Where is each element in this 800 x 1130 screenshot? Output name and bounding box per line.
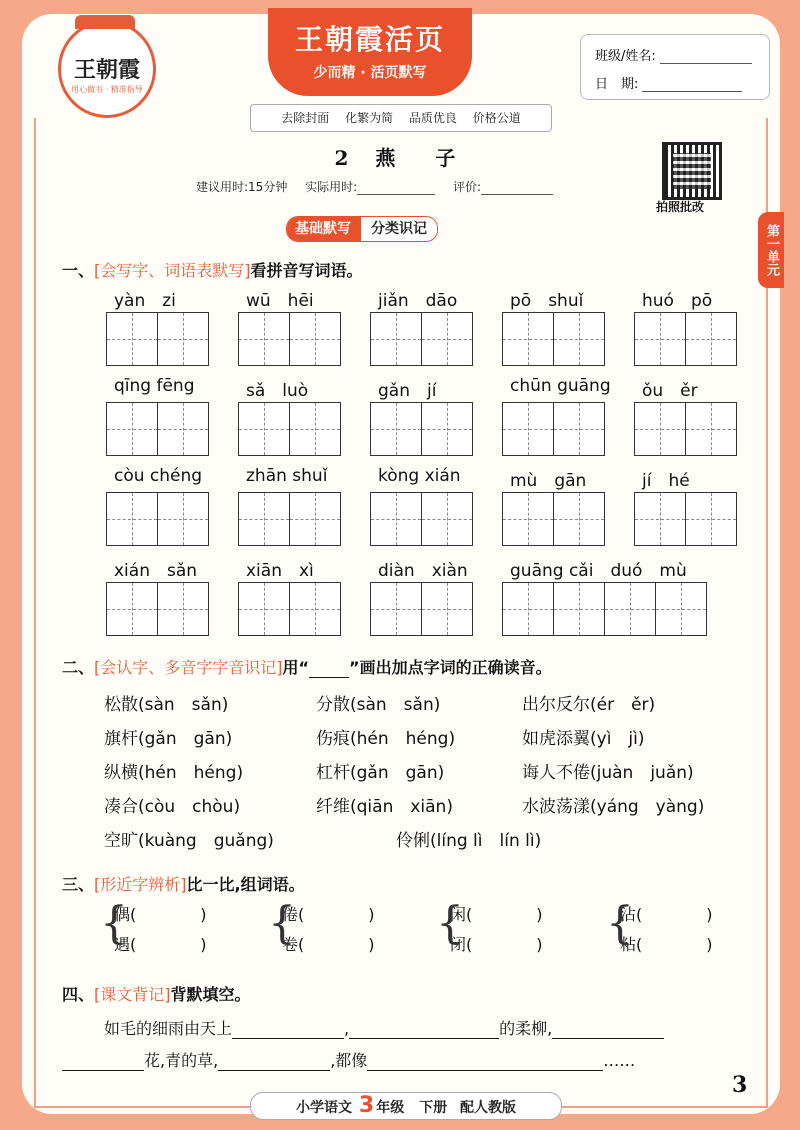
pinyin-prompt: ǒu ěr bbox=[642, 381, 698, 401]
writing-cell[interactable] bbox=[371, 313, 422, 365]
footer-grade-suffix: 年级 bbox=[376, 1100, 405, 1116]
pronunciation-item[interactable]: 纵横(hén héng) bbox=[104, 763, 244, 783]
page-number: 3 bbox=[732, 1072, 748, 1098]
recite-line-1 bbox=[104, 1016, 664, 1039]
recite-text: 如毛的细雨由天上 bbox=[104, 1019, 233, 1038]
publisher-logo bbox=[58, 20, 156, 118]
writing-grid bbox=[370, 492, 473, 546]
compare-pair bbox=[268, 898, 375, 960]
writing-grid bbox=[370, 312, 473, 366]
pronunciation-item[interactable]: 如虎添翼(yì jì) bbox=[522, 729, 645, 749]
actual-time-field[interactable] bbox=[357, 181, 435, 195]
recite-blank[interactable] bbox=[62, 1054, 144, 1071]
question-instruction: 比一比,组词语。 bbox=[186, 875, 305, 894]
date-field[interactable] bbox=[642, 77, 742, 92]
pinyin-prompt: wū hēi bbox=[246, 291, 314, 311]
compare-pair bbox=[436, 898, 543, 960]
writing-grid bbox=[370, 402, 473, 456]
writing-cell[interactable] bbox=[371, 583, 422, 635]
writing-cell[interactable] bbox=[635, 493, 686, 545]
compare-word[interactable]: 粘( ) bbox=[620, 935, 713, 954]
pinyin-prompt: xiān xì bbox=[246, 561, 314, 581]
slogan: 去除封面 bbox=[281, 111, 330, 125]
unit-tab: 第一单元 bbox=[758, 212, 784, 288]
actual-time-label: 实际用时: bbox=[305, 180, 358, 194]
pronunciation-item[interactable]: 凑合(còu chòu) bbox=[104, 797, 241, 817]
writing-cell[interactable] bbox=[605, 583, 656, 635]
pinyin-prompt: jí hé bbox=[642, 471, 690, 491]
recite-blank[interactable] bbox=[552, 1022, 664, 1039]
writing-grid bbox=[370, 582, 473, 636]
writing-cell[interactable] bbox=[371, 493, 422, 545]
compare-word[interactable]: 卷( ) bbox=[282, 935, 375, 954]
question-3-heading bbox=[62, 872, 305, 895]
brace-icon: { bbox=[268, 898, 296, 949]
writing-cell[interactable] bbox=[686, 493, 736, 545]
pronunciation-item[interactable]: 纤维(qiān xiān) bbox=[316, 797, 453, 817]
writing-grid bbox=[502, 402, 605, 456]
writing-cell[interactable] bbox=[635, 403, 686, 455]
writing-grid bbox=[238, 492, 341, 546]
brace-icon: { bbox=[100, 898, 128, 949]
writing-grid bbox=[634, 402, 737, 456]
crown-icon bbox=[75, 15, 135, 29]
section-badge-primary: 基础默写 bbox=[287, 217, 361, 241]
writing-cell[interactable] bbox=[503, 313, 554, 365]
pronunciation-item[interactable]: 空旷(kuàng guǎng) bbox=[104, 831, 274, 851]
writing-cell[interactable] bbox=[422, 583, 472, 635]
writing-cell[interactable] bbox=[239, 583, 290, 635]
recite-blank[interactable] bbox=[349, 1022, 499, 1039]
logo-tagline: 用心做书 · 精准指导 bbox=[71, 85, 143, 94]
writing-cell[interactable] bbox=[239, 313, 290, 365]
class-name-label: 班级/姓名: bbox=[595, 49, 656, 64]
writing-cell[interactable] bbox=[107, 313, 158, 365]
class-name-row bbox=[595, 45, 752, 64]
writing-cell[interactable] bbox=[554, 583, 605, 635]
compare-word[interactable]: 沾( ) bbox=[620, 905, 713, 924]
writing-cell[interactable] bbox=[239, 403, 290, 455]
pinyin-prompt: gǎn jí bbox=[378, 381, 437, 401]
writing-cell[interactable] bbox=[686, 313, 736, 365]
writing-cell[interactable] bbox=[686, 403, 736, 455]
pronunciation-item[interactable]: 伤痕(hén héng) bbox=[316, 729, 456, 749]
pinyin-prompt: diàn xiàn bbox=[378, 561, 468, 581]
section-badge-secondary: 分类识记 bbox=[361, 217, 437, 241]
pronunciation-item[interactable]: 水波荡漾(yáng yàng) bbox=[522, 797, 705, 817]
pinyin-prompt: mù gān bbox=[510, 471, 587, 491]
compare-pair bbox=[100, 898, 207, 960]
pinyin-prompt: zhān shuǐ bbox=[246, 466, 328, 486]
recite-text: 花,青的草, bbox=[144, 1051, 219, 1070]
question-instruction: 用“ bbox=[282, 658, 310, 677]
class-name-field[interactable] bbox=[660, 49, 752, 64]
recite-text: …… bbox=[603, 1051, 636, 1070]
writing-cell[interactable] bbox=[290, 403, 340, 455]
recite-blank[interactable] bbox=[232, 1022, 344, 1039]
writing-cell[interactable] bbox=[158, 313, 208, 365]
logo-name: 王朝霞 bbox=[73, 57, 140, 83]
date-label: 日 期: bbox=[595, 77, 639, 92]
qr-code-icon[interactable] bbox=[662, 142, 722, 200]
compare-word[interactable]: 偶( ) bbox=[114, 905, 207, 924]
question-instruction: 背默填空。 bbox=[170, 985, 251, 1004]
pronunciation-item[interactable]: 诲人不倦(juàn juǎn) bbox=[522, 763, 694, 783]
footer-bar bbox=[250, 1092, 562, 1120]
question-number: 二、 bbox=[62, 658, 95, 677]
writing-cell[interactable] bbox=[503, 583, 554, 635]
question-tag: [形近字辨析] bbox=[94, 875, 187, 894]
pinyin-prompt: guāng cǎi duó mù bbox=[510, 561, 687, 581]
suggest-time: 建议用时:15分钟 bbox=[196, 180, 288, 194]
writing-cell[interactable] bbox=[554, 313, 604, 365]
writing-grid bbox=[106, 492, 209, 546]
footer-grade: 3 bbox=[358, 1093, 375, 1118]
footer-volume: 下册 bbox=[419, 1100, 448, 1116]
writing-grid bbox=[502, 492, 605, 546]
writing-grid bbox=[238, 402, 341, 456]
writing-cell[interactable] bbox=[290, 493, 340, 545]
pinyin-prompt: chūn guāng bbox=[510, 376, 611, 396]
question-tag: [会写字、词语表默写] bbox=[94, 261, 251, 280]
recite-line-2 bbox=[62, 1048, 635, 1071]
pronunciation-item[interactable]: 旗杆(gǎn gān) bbox=[104, 729, 233, 749]
slogan: 价格公道 bbox=[472, 111, 521, 125]
writing-grid bbox=[634, 312, 737, 366]
writing-grid bbox=[238, 312, 341, 366]
writing-cell[interactable] bbox=[107, 493, 158, 545]
lesson-title: 2 燕 子 bbox=[334, 146, 466, 170]
writing-cell[interactable] bbox=[371, 403, 422, 455]
student-info-box bbox=[580, 34, 770, 100]
writing-grid bbox=[106, 312, 209, 366]
pronunciation-item[interactable]: 松散(sàn sǎn) bbox=[104, 695, 229, 715]
writing-cell[interactable] bbox=[158, 493, 208, 545]
question-number: 四、 bbox=[62, 985, 95, 1004]
writing-cell[interactable] bbox=[503, 493, 554, 545]
writing-cell[interactable] bbox=[554, 403, 604, 455]
question-tag: [课文背记] bbox=[94, 985, 171, 1004]
writing-cell[interactable] bbox=[656, 583, 706, 635]
compare-word[interactable]: 遇( ) bbox=[114, 935, 207, 954]
qr-label: 拍照批改 bbox=[656, 200, 705, 214]
writing-grid bbox=[502, 582, 707, 636]
writing-cell[interactable] bbox=[422, 493, 472, 545]
evaluation-field[interactable] bbox=[481, 181, 553, 195]
writing-cell[interactable] bbox=[158, 403, 208, 455]
underline-sample bbox=[309, 663, 349, 678]
question-4-heading bbox=[62, 982, 251, 1005]
compare-word[interactable]: 倦( ) bbox=[282, 905, 375, 924]
writing-grid bbox=[502, 312, 605, 366]
time-row bbox=[196, 178, 553, 195]
recite-text: , bbox=[344, 1019, 350, 1038]
recite-text: ,都像 bbox=[330, 1051, 368, 1070]
recite-text: 的柔柳, bbox=[499, 1019, 553, 1038]
pinyin-prompt: còu chéng bbox=[114, 466, 203, 486]
writing-cell[interactable] bbox=[422, 403, 472, 455]
pronunciation-item[interactable]: 分散(sàn sǎn) bbox=[316, 695, 441, 715]
writing-cell[interactable] bbox=[290, 583, 340, 635]
question-2-heading bbox=[62, 655, 552, 678]
writing-cell[interactable] bbox=[158, 583, 208, 635]
section-badge bbox=[286, 216, 438, 242]
question-instruction: ”画出加点字词的正确读音。 bbox=[349, 658, 552, 677]
footer-subject: 小学语文 bbox=[296, 1100, 353, 1116]
writing-cell[interactable] bbox=[107, 583, 158, 635]
slogan: 品质优良 bbox=[408, 111, 457, 125]
question-instruction: 看拼音写词语。 bbox=[250, 261, 363, 280]
writing-grid bbox=[238, 582, 341, 636]
pinyin-prompt: qīng fēng bbox=[114, 376, 195, 396]
writing-cell[interactable] bbox=[635, 313, 686, 365]
writing-cell[interactable] bbox=[239, 493, 290, 545]
slogan-bar bbox=[250, 104, 552, 132]
pinyin-prompt: kòng xián bbox=[378, 466, 461, 486]
compare-word[interactable]: 闲( ) bbox=[450, 905, 543, 924]
brand-banner bbox=[268, 8, 472, 96]
writing-grid bbox=[634, 492, 737, 546]
question-number: 一、 bbox=[62, 261, 95, 280]
compare-word[interactable]: 闭( ) bbox=[450, 935, 543, 954]
question-tag: [会认字、多音字字音识记] bbox=[94, 658, 283, 677]
slogan: 化繁为简 bbox=[345, 111, 394, 125]
recite-blank[interactable] bbox=[367, 1054, 603, 1071]
footer-edition: 配人教版 bbox=[459, 1100, 516, 1116]
pinyin-prompt: huó pō bbox=[642, 291, 713, 311]
pronunciation-item[interactable]: 伶俐(líng lì lín lì) bbox=[396, 831, 542, 851]
brand-title: 王朝霞活页 bbox=[294, 23, 445, 56]
pronunciation-item[interactable]: 杠杆(gǎn gān) bbox=[316, 763, 445, 783]
writing-grid bbox=[106, 582, 209, 636]
pinyin-prompt: yàn zi bbox=[114, 291, 176, 311]
pinyin-prompt: pō shuǐ bbox=[510, 291, 584, 311]
recite-blank[interactable] bbox=[218, 1054, 330, 1071]
writing-cell[interactable] bbox=[422, 313, 472, 365]
evaluation-label: 评价: bbox=[453, 180, 482, 194]
brace-icon: { bbox=[436, 898, 464, 949]
pinyin-prompt: sǎ luò bbox=[246, 381, 309, 401]
writing-grid bbox=[106, 402, 209, 456]
date-row bbox=[595, 73, 742, 92]
writing-cell[interactable] bbox=[554, 493, 604, 545]
pinyin-prompt: xián sǎn bbox=[114, 561, 198, 581]
writing-cell[interactable] bbox=[107, 403, 158, 455]
question-number: 三、 bbox=[62, 875, 95, 894]
pronunciation-item[interactable]: 出尔反尔(ér ěr) bbox=[522, 695, 656, 715]
writing-cell[interactable] bbox=[290, 313, 340, 365]
writing-cell[interactable] bbox=[503, 403, 554, 455]
brand-subtitle: 少而精 · 活页默写 bbox=[313, 65, 427, 81]
question-1-heading bbox=[62, 258, 363, 281]
compare-pair bbox=[606, 898, 713, 960]
brace-icon: { bbox=[606, 898, 634, 949]
pinyin-prompt: jiǎn dāo bbox=[378, 291, 458, 311]
